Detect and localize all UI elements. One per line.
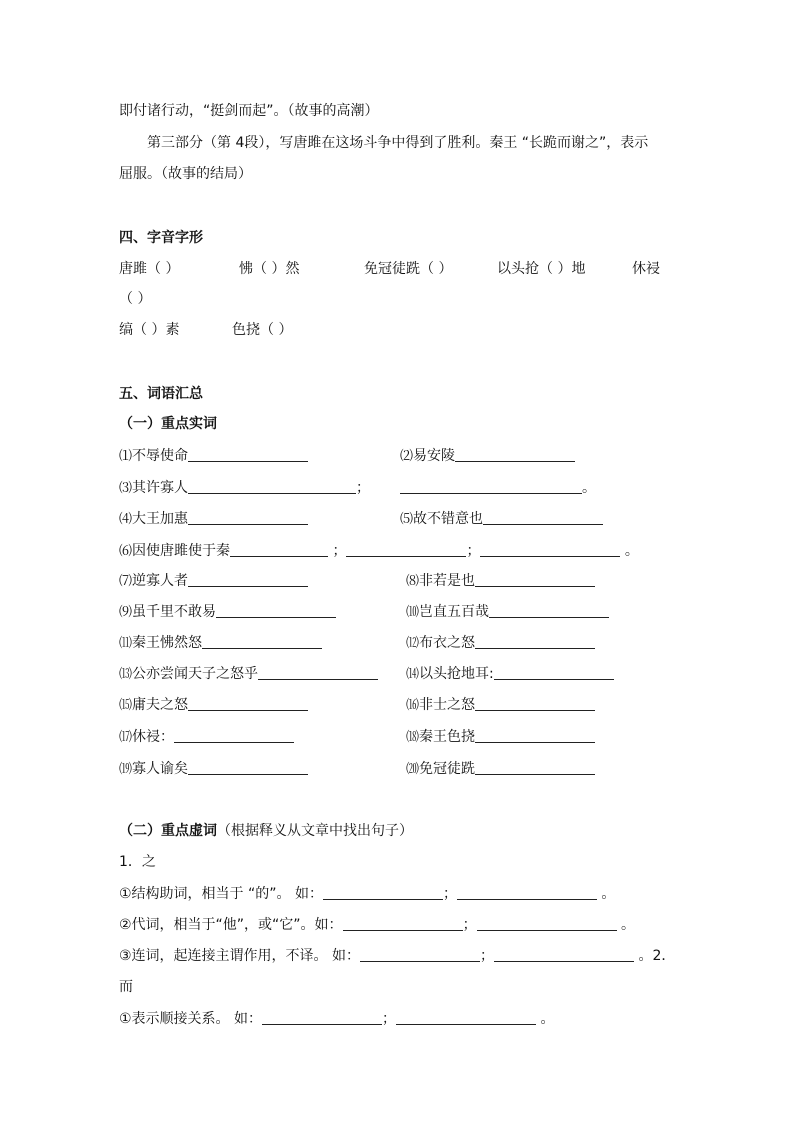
answer-blank[interactable]	[494, 947, 634, 962]
intro-line-2: 第三部分（第 4段），写唐雎在这场斗争中得到了胜利。秦王 “长跪而谢之”，表示	[147, 135, 649, 151]
zhi-usage-2: ②代词，相当于“他”，或“它”。如： ； 。	[119, 917, 636, 933]
answer-blank[interactable]	[455, 447, 575, 462]
answer-blank[interactable]	[475, 728, 595, 743]
pron-senao: 色挠（ ）	[232, 322, 293, 338]
answer-blank[interactable]	[230, 542, 328, 557]
subsection-1-heading: （一）重点实词	[119, 416, 217, 432]
vocab-item: ⑿布衣之怒	[406, 633, 595, 654]
answer-blank[interactable]	[346, 542, 466, 557]
answer-blank[interactable]	[188, 510, 308, 525]
vocab-item: ⑵易安陵	[400, 446, 575, 467]
vocab-item: ⒃非士之怒	[406, 695, 595, 716]
intro-line-3: 屈服。（故事的结局）	[119, 166, 252, 182]
vocab-item: ⑹因使唐雎使于秦 ； ； 。	[119, 543, 639, 559]
pron-qiangdi: 以头抢（ ）地	[497, 261, 586, 277]
vocab-item: ⑽岂直五百哉	[406, 602, 609, 623]
answer-blank[interactable]	[494, 665, 614, 680]
answer-blank[interactable]	[475, 634, 595, 649]
vocab-item: ⑾秦王怫然怒	[119, 633, 322, 654]
answer-blank[interactable]	[475, 696, 595, 711]
vocab-item: ⑶其许寡人 ；	[119, 480, 371, 496]
vocab-item-continued: 。	[400, 478, 596, 498]
pron-gaosu: 缟（ ）素	[119, 322, 180, 338]
vocab-item: ⑺逆寡人者	[119, 571, 308, 592]
vocab-item: ⒁以头抢地耳:	[406, 664, 614, 685]
answer-blank[interactable]	[202, 634, 322, 649]
vocab-item: ⒀公亦尝闻天子之怒乎	[119, 664, 378, 685]
er-usage-1: ①表示顺接关系。 如： ； 。	[119, 1011, 555, 1027]
answer-blank[interactable]	[396, 1010, 536, 1025]
subsection-2-heading: （二）重点虚词（根据释义从文章中找出句子）	[119, 823, 413, 839]
section-4-heading: 四、字音字形	[119, 230, 203, 246]
answer-blank[interactable]	[188, 760, 308, 775]
answer-blank[interactable]	[188, 479, 356, 494]
answer-blank[interactable]	[480, 542, 620, 557]
vocab-item: ⒂庸夫之怒	[119, 695, 308, 716]
zhi-usage-3: ③连词，起连接主谓作用，不译。 如： ； 。2．	[119, 948, 676, 964]
intro-line-1: 即付诸行动，“挺剑而起”。（故事的高潮）	[119, 103, 379, 119]
vocab-item: ⑴不辱使命	[119, 446, 308, 467]
zhi-usage-1: ①结构助词，相当于 “的”。 如： ； 。	[119, 886, 616, 902]
answer-blank[interactable]	[216, 603, 336, 618]
answer-blank[interactable]	[188, 447, 308, 462]
vocab-item: ⒅秦王色挠	[406, 727, 595, 748]
pron-tangju: 唐雎（ ）	[119, 261, 180, 277]
answer-blank[interactable]	[343, 916, 463, 931]
vocab-item: ⑻非若是也	[406, 571, 595, 592]
vocab-item: ⑼虽千里不敢易	[119, 602, 336, 623]
pron-xiujin-blank: （ ）	[119, 291, 152, 307]
vocab-item: ⑷大王加惠	[119, 509, 308, 530]
answer-blank[interactable]	[174, 728, 294, 743]
function-word-er: 而	[119, 979, 133, 995]
answer-blank[interactable]	[475, 572, 595, 587]
answer-blank[interactable]	[483, 510, 603, 525]
answer-blank[interactable]	[360, 947, 480, 962]
answer-blank[interactable]	[258, 665, 378, 680]
section-5-heading: 五、词语汇总	[119, 386, 203, 402]
answer-blank[interactable]	[489, 603, 609, 618]
answer-blank[interactable]	[457, 885, 597, 900]
answer-blank[interactable]	[475, 760, 595, 775]
vocab-item: ⑸故不错意也	[400, 509, 603, 530]
answer-blank[interactable]	[323, 885, 443, 900]
vocab-item: ⒆寡人谕矣	[119, 759, 308, 780]
pron-furan: 怫（ ）然	[239, 261, 300, 277]
pron-tuxian: 免冠徒跣（ ）	[364, 261, 453, 277]
vocab-item: ⒄休祲：	[119, 727, 294, 748]
answer-blank[interactable]	[400, 479, 582, 494]
answer-blank[interactable]	[262, 1010, 382, 1025]
pron-xiujin: 休祲	[632, 261, 660, 277]
vocab-item: ⒇免冠徒跣	[406, 759, 595, 780]
answer-blank[interactable]	[477, 916, 617, 931]
function-word-zhi: 1．之	[119, 854, 156, 870]
answer-blank[interactable]	[188, 696, 308, 711]
answer-blank[interactable]	[188, 572, 308, 587]
